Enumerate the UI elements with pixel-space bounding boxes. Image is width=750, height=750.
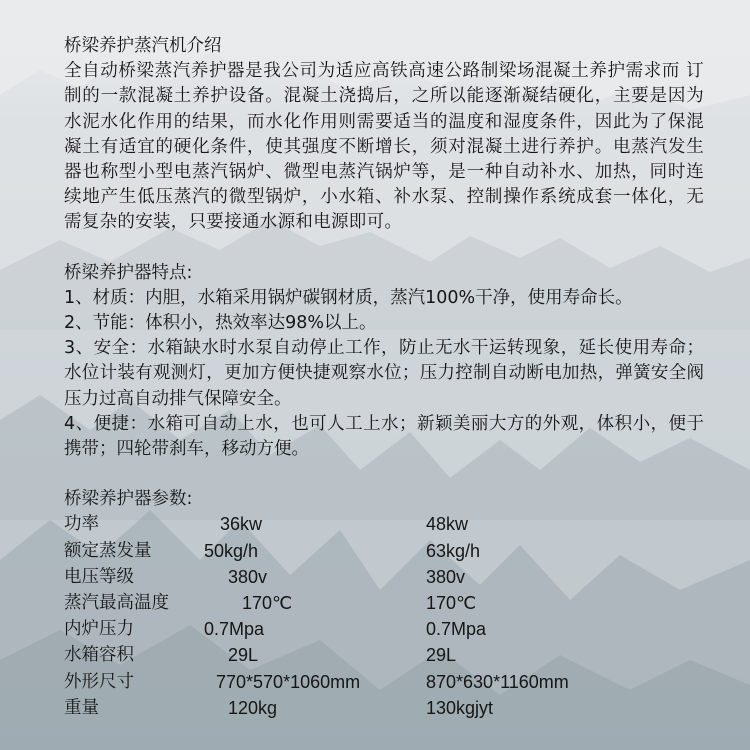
spec-label: 外形尺寸 [64, 671, 134, 692]
spec-label: 电压等级 [64, 566, 134, 587]
spec-value-1: 36kw [220, 514, 263, 535]
spacer [64, 236, 704, 261]
spec-value-2: 0.7Mpa [426, 619, 487, 640]
spec-value-1: 29L [228, 645, 259, 666]
table-row [64, 696, 569, 722]
spec-label: 额定蒸发量 [64, 540, 152, 561]
features-list [64, 286, 704, 462]
specs-table [64, 512, 569, 722]
intro-title: 桥梁养护蒸汽机介绍 [64, 36, 222, 56]
spec-value-1: 170℃ [242, 593, 293, 614]
spec-label: 重量 [64, 697, 99, 718]
table-row [64, 617, 569, 643]
table-row [64, 670, 569, 696]
feature-item: 2、节能：体积小，热效率达98%以上。 [64, 313, 377, 334]
table-row [64, 591, 569, 617]
spec-value-1: 120kg [228, 697, 278, 718]
spec-value-2: 380v [426, 566, 466, 587]
table-row [64, 539, 569, 565]
feature-item: 4、便捷：水箱可自动上水，也可人工上水；新颖美丽大方的外观，体积小，便于携带；四轮带刹车，移动方便。 [64, 413, 704, 460]
spec-value-1: 770*570*1060mm [216, 671, 361, 692]
spacer [64, 462, 704, 487]
spec-value-2: 63kg/h [426, 540, 481, 561]
spec-label: 内炉压力 [64, 619, 134, 640]
features-title: 桥梁养护器特点: [64, 262, 193, 283]
spec-label: 功率 [64, 514, 99, 535]
spec-value-2: 130kgjyt [426, 697, 494, 718]
document-content [64, 34, 704, 722]
spec-value-1: 0.7Mpa [204, 619, 265, 640]
feature-item: 1、材质：内胆，水箱采用锅炉碳钢材质，蒸汽100%干净，使用寿命长。 [64, 287, 633, 308]
table-row [64, 643, 569, 669]
feature-item: 3、安全：水箱缺水时水泵自动停止工作，防止无水干运转现象，延长使用寿命；水位计装有观测灯，更加方便快捷观察水位；压力控制自动断电加热，弹簧安全阀压力过高自动排气保障安全。 [64, 338, 704, 409]
spec-value-2: 870*630*1160mm [426, 671, 569, 692]
spec-value-2: 29L [426, 645, 457, 666]
intro-paragraph: 全自动桥梁蒸汽养护器是我公司为适应高铁高速公路制梁场混凝土养护需求而 订制的一款混凝土养护设备。混凝土浇捣后，之所以能逐渐凝结硬化，主要是因为水泥水化作用的结果，而水化作用则需要适当的温度和湿度条件，因此为了保混凝土有适宜的硬化条件，使其强度不断增长，须对混凝土进行养护。电蒸汽发生器也称型小型电蒸汽锅炉、微型电蒸汽锅炉等，是一种自动补水、加热，同时连续地产生低压蒸汽的微型锅炉，小水箱、补水泵、控制操作系统成套一体化，无需复杂的安装，只要接通水源和电源即可。 [64, 61, 704, 233]
spec-value-1: 380v [228, 566, 268, 587]
spec-value-2: 170℃ [426, 593, 477, 614]
spec-value-2: 48kw [426, 514, 469, 535]
spec-label: 水箱容积 [64, 645, 134, 666]
spec-label: 蒸汽最高温度 [64, 593, 169, 614]
table-row [64, 512, 569, 538]
spec-value-1: 50kg/h [204, 540, 259, 561]
specs-title: 桥梁养护器参数: [64, 489, 193, 510]
table-row [64, 565, 569, 591]
